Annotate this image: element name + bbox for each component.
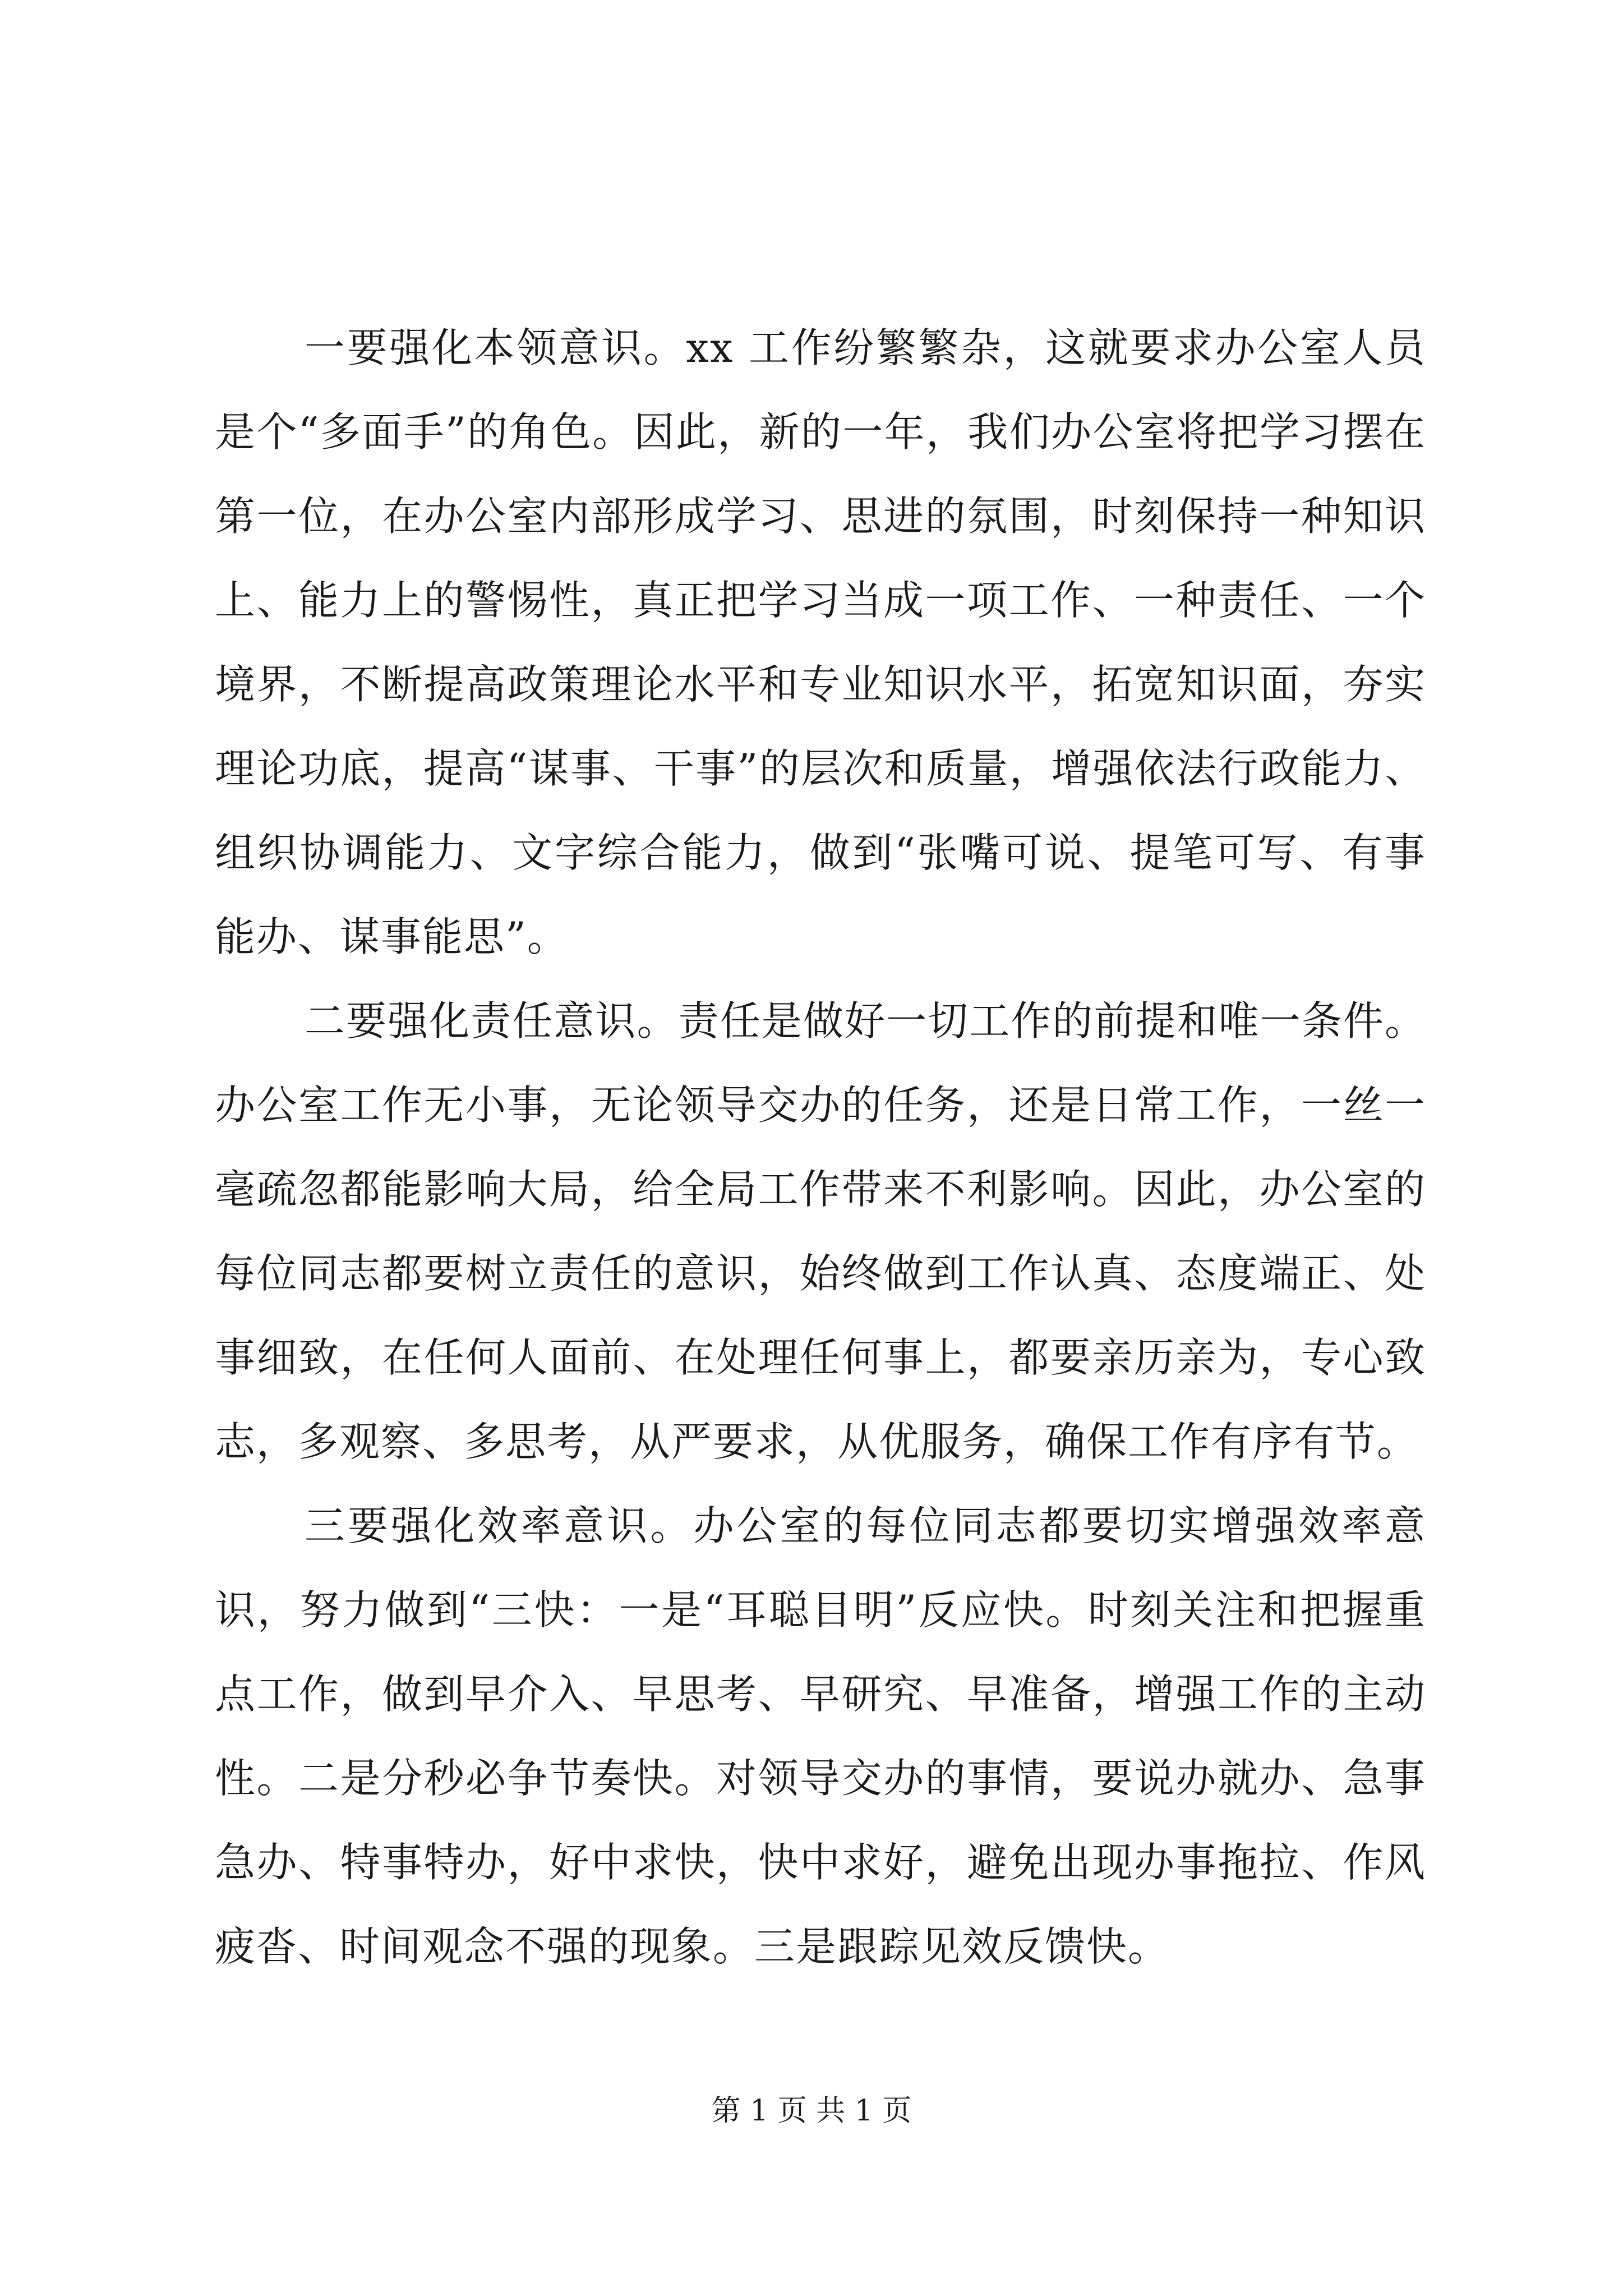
paragraph-3: 三要强化效率意识。办公室的每位同志都要切实增强效率意识，努力做到“三快：一是“耳聪目明”反应快。时刻关注和把握重点工作，做到早介入、早思考、早研究、早准备，增强工作的主动性。二是分秒必争节奏快。对领导交办的事情，要说办就办、急事急办、特事特办，好中求快，快中求好，避免出现办事拖拉、作风疲沓、时间观念不强的现象。三是跟踪见效反馈快。 bbox=[215, 1502, 1426, 1970]
paragraph-2: 二要强化责任意识。责任是做好一切工作的前提和唯一条件。办公室工作无小事，无论领导交办的任务，还是日常工作，一丝一毫疏忽都能影响大局，给全局工作带来不利影响。因此，办公室的每位同志都要树立责任的意识，始终做到工作认真、态度端正、处事细致，在任何人面前、在处理任何事上，都要亲历亲为，专心致志，多观察、多思考，从严要求，从优服务，确保工作有序有节。 bbox=[215, 997, 1426, 1465]
document-body bbox=[215, 306, 1426, 1989]
page-footer: 第 1 页 共 1 页 bbox=[711, 2094, 912, 2128]
paragraph-1: 一要强化本领意识。xx 工作纷繁繁杂，这就要求办公室人员是个“多面手”的角色。因此，新的一年，我们办公室将把学习摆在第一位，在办公室内部形成学习、思进的氛围，时刻保持一种知识上、能力上的警惕性，真正把学习当成一项工作、一种责任、一个境界，不断提高政策理论水平和专业知识水平，拓宽知识面，夯实理论功底，提高“谋事、干事”的层次和质量，增强依法行政能力、组织协调能力、文字综合能力，做到“张嘴可说、提笔可写、有事能办、谋事能思”。 bbox=[215, 324, 1426, 960]
